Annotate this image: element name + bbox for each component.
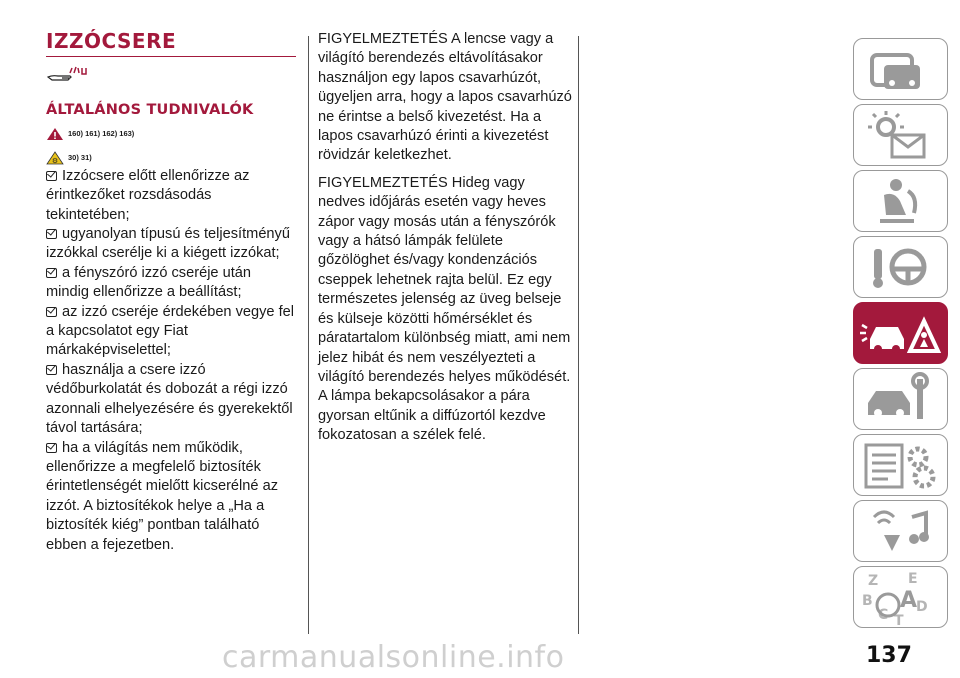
tab-index[interactable] <box>853 566 948 628</box>
tab-starting-driving[interactable] <box>853 236 948 298</box>
tab-safety[interactable] <box>853 170 948 232</box>
bullet-list <box>46 167 298 555</box>
danger-triangle-icon <box>46 127 64 141</box>
tab-multimedia[interactable] <box>853 500 948 562</box>
checkbox-bullet-icon <box>46 307 57 317</box>
list-item: az izzó cseréje érdekében vegye fel a kapcsolatot egy Fiat márkaképviselettel; <box>46 303 295 359</box>
warning-refs-row-1 <box>46 127 298 141</box>
index-letter: B <box>862 593 873 609</box>
tab-warning-lights[interactable] <box>853 104 948 166</box>
tab-dashboard[interactable] <box>853 38 948 100</box>
index-letter: T <box>894 613 904 629</box>
car-wrench-icon <box>854 369 949 431</box>
list-item: a fényszóró izzó cseréje után mindig ellenőrizze a beállítást; <box>46 264 252 301</box>
checkbox-bullet-icon <box>46 229 57 239</box>
watermark: carmanualsonline.info <box>222 640 565 675</box>
seat-airbag-icon <box>854 171 949 233</box>
warning-refs-1: 160) 161) 162) 163) <box>68 129 135 139</box>
alphabetical-index-icon <box>854 567 949 629</box>
middle-column <box>318 30 574 454</box>
warning-paragraph-1: FIGYELMEZTETÉS A lencse vagy a világító berendezés eltávolításakor használjon egy lapos csavarhúzót, ügyeljen arra, hogy a lapos csavarhúzó ne érintse a belső kivezetést. Ha a lapos csavarhúzó érinti a kivezetést rövidzár keletkezhet. <box>318 31 572 164</box>
index-letter: A <box>900 588 918 613</box>
list-item: Izzócsere előtt ellenőrizze az érintkezőket rozsdásodás tekintetében; <box>46 167 250 223</box>
bulb-hand-icon <box>46 65 92 89</box>
index-letter: D <box>916 599 928 615</box>
warning-refs-row-2 <box>46 151 298 165</box>
list-item: használja a csere izzó védőburkolatát és dobozát a régi izzó azonnali elhelyezésére és gyerekektől távol tartására; <box>46 361 293 437</box>
svg-text:⚙: ⚙ <box>51 156 59 165</box>
index-letter: E <box>908 571 918 587</box>
warning-paragraph-2: FIGYELMEZTETÉS Hideg vagy nedves időjárás esetén vagy heves zápor vagy mosás után a fényszórók vagy a hátsó lámpák felülete gőzölöghet és/vagy kondenzációs cseppek lehetnek rajta belül. Ez egy természetes jelenség az üveg belseje és külseje közötti hőmérséklet és páratartalom különbség miatt, ami nem jelez hibát és nem veszélyezteti a világító berendezés helyes működését. A lámpa bekapcsolásakor a pára gyorsan eltűnik a diffúzortól kezdve fokozatosan a szélek felé. <box>318 174 571 444</box>
index-letter: Z <box>868 573 879 589</box>
subsection-title: ÁLTALÁNOS TUDNIVALÓK <box>46 102 254 119</box>
page-number: 137 <box>866 643 912 668</box>
steering-key-icon <box>854 237 949 299</box>
specs-gear-icon <box>854 435 949 497</box>
column-divider-2 <box>578 36 579 634</box>
checkbox-bullet-icon <box>46 443 57 453</box>
checkbox-bullet-icon <box>46 268 57 278</box>
car-dashboard-icon <box>854 39 949 101</box>
multimedia-music-icon <box>854 501 949 563</box>
checkbox-bullet-icon <box>46 171 57 181</box>
checkbox-bullet-icon <box>46 365 57 375</box>
caution-triangle-icon <box>46 151 64 165</box>
tab-servicing-care[interactable] <box>853 368 948 430</box>
tab-technical-specs[interactable] <box>853 434 948 496</box>
left-column <box>46 30 298 555</box>
tab-in-an-emergency[interactable] <box>853 302 948 364</box>
index-letter: C <box>878 607 889 623</box>
emergency-car-warning-icon <box>854 303 949 365</box>
warning-lights-mail-icon <box>854 105 949 167</box>
section-title: IZZÓCSERE <box>46 29 177 53</box>
list-item: ugyanolyan típusú és teljesítményű izzókkal cserélje ki a kiégett izzókat; <box>46 226 290 262</box>
warning-refs-2: 30) 31) <box>68 153 92 163</box>
list-item: ha a világítás nem működik, ellenőrizze a megfelelő biztosíték érintetlenségét mielőtt kicserélné az izzót. A biztosítékok helye a „Ha a biztosíték kiég” pontban található ebben a fejezetben. <box>46 439 278 553</box>
column-divider-1 <box>308 36 309 634</box>
title-divider <box>46 56 296 57</box>
